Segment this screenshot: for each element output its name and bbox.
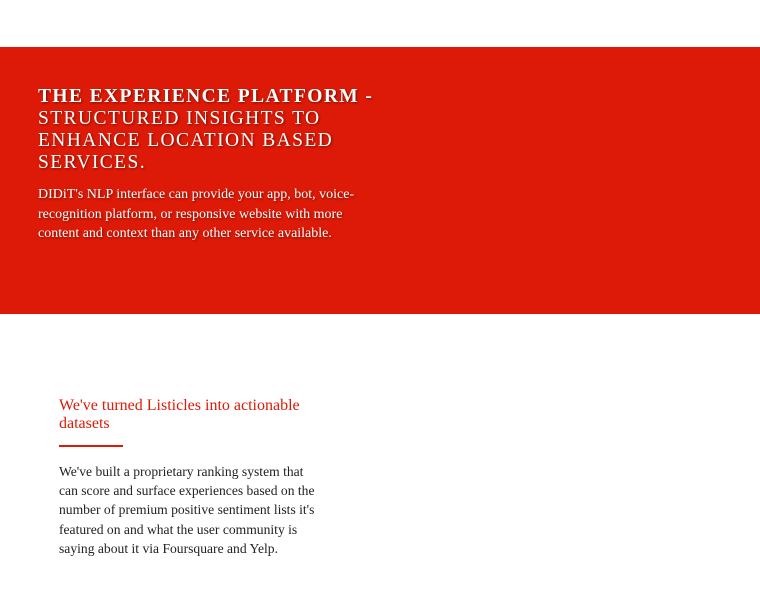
- hero-description: DIDiT's NLP interface can provide your app, bot, voice-recognition platform, or responsive website with more content and context than any other service available.: [38, 187, 355, 241]
- feature-block: [59, 397, 329, 558]
- hero-title-rest: STRUCTURED INSIGHTS TO ENHANCE LOCATION BASED SERVICES.: [38, 108, 334, 173]
- top-bar: [0, 0, 760, 47]
- hero-title-bold: THE EXPERIENCE PLATFORM -: [38, 86, 374, 107]
- hero-banner: [0, 47, 760, 314]
- hero-title: [38, 86, 378, 174]
- feature-heading: We've turned Listicles into actionable datasets: [59, 397, 300, 432]
- heading-underline: [59, 445, 123, 447]
- feature-body: We've built a proprietary ranking system that can score and surface experiences based on the number of premium positive sentiment lists it's featured on and what the user community is saying about it via Foursquare and Yelp.: [59, 464, 315, 556]
